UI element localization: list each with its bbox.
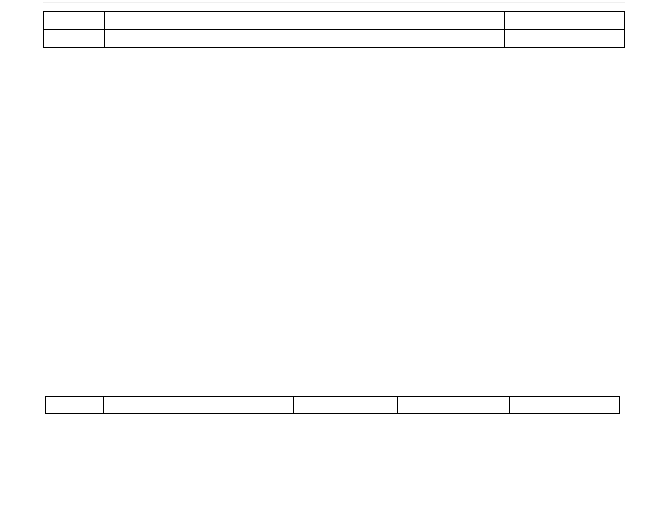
price-breakdown-table: [43, 11, 625, 48]
row-description: [105, 30, 505, 48]
table-row: [44, 12, 625, 30]
payment-header-date: [398, 397, 510, 414]
payment-header-percent: [294, 397, 398, 414]
row-value: [505, 12, 625, 30]
payment-schedule-table: [45, 396, 620, 414]
payment-header-stt: [46, 397, 104, 414]
payment-table-header: [46, 397, 620, 414]
row-number: [44, 30, 105, 48]
payment-header-description: [104, 397, 294, 414]
payment-header-row: [46, 397, 620, 414]
table-row: [44, 30, 625, 48]
row-description: [105, 12, 505, 30]
row-value: [505, 30, 625, 48]
payment-header-amount: [510, 397, 620, 414]
price-table-body: [44, 12, 625, 48]
scan-artifact-line: [43, 2, 625, 3]
row-number: [44, 12, 105, 30]
